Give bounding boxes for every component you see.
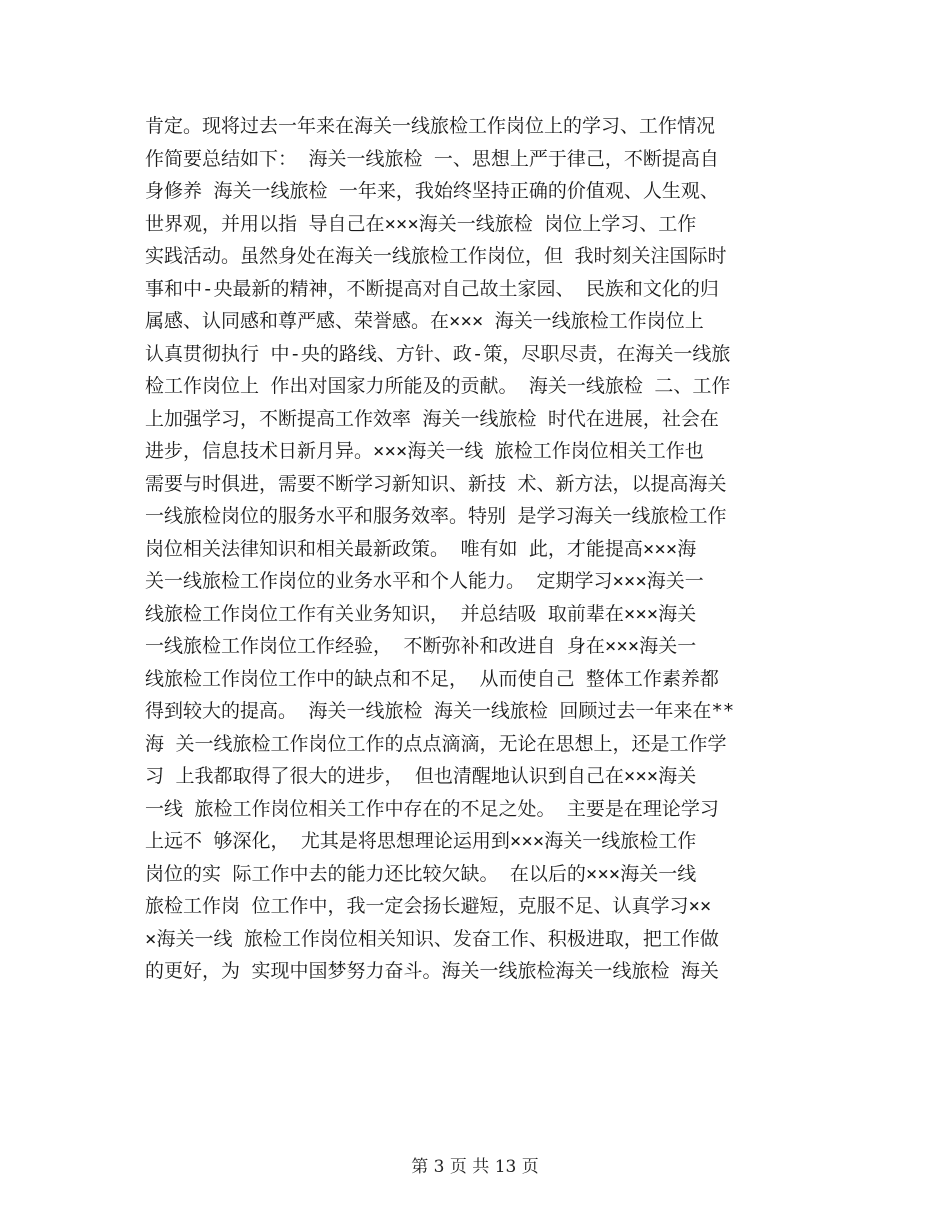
text-line: 岗位相关法律知识和相关最新政策。 唯有如 此，才能提高×××海 bbox=[145, 537, 697, 560]
text-line: 肯定。现将过去一年来在海关一线旅检工作岗位上的学习、工作情况 bbox=[145, 115, 716, 137]
text-line: 身修养 海关一线旅检 一年来，我始终坚持正确的价值观、人生观、 bbox=[145, 180, 719, 202]
text-line: 检工作岗位上 作出对国家力所能及的贡献。 海关一线旅检 二、工作 bbox=[145, 375, 731, 397]
text-line: 世界观，并用以指 导自己在×××海关一线旅检 岗位上学习、工作 bbox=[145, 212, 697, 235]
body-text bbox=[145, 110, 815, 988]
text-line: 的更好，为 实现中国梦努力奋斗。海关一线旅检海关一线旅检 海关 bbox=[145, 960, 719, 982]
text-line: 作简要总结如下： 海关一线旅检 一、思想上严于律己，不断提高自 bbox=[145, 147, 719, 170]
text-line: 线旅检工作岗位工作有关业务知识， 并总结吸 取前辈在×××海关 bbox=[145, 602, 697, 625]
text-line: 一线旅检岗位的服务水平和服务效率。特别 是学习海关一线旅检工作 bbox=[145, 505, 727, 527]
text-line: 需要与时俱进，需要不断学习新知识、新技 术、新方法，以提高海关 bbox=[145, 472, 727, 495]
text-line: 属感、认同感和尊严感、荣誉感。在××× 海关一线旅检工作岗位上 bbox=[145, 310, 704, 332]
text-line: 上远不 够深化， 尤其是将思想理论运用到×××海关一线旅检工作 bbox=[145, 830, 697, 852]
text-line: 认真贯彻执行 中-央的路线、方针、政-策，尽职尽责，在海关一线旅 bbox=[145, 342, 731, 365]
page-number-footer: 第 3 页 共 13 页 bbox=[411, 1157, 539, 1177]
text-line: 线旅检工作岗位工作中的缺点和不足， 从而使自己 整体工作素养都 bbox=[145, 667, 719, 690]
text-line: 海 关一线旅检工作岗位工作的点点滴滴，无论在思想上，还是工作学 bbox=[145, 732, 727, 755]
text-line: 关一线旅检工作岗位的业务水平和个人能力。 定期学习×××海关一 bbox=[145, 570, 704, 592]
text-line: ×海关一线 旅检工作岗位相关知识、发奋工作、积极进取，把工作做 bbox=[145, 927, 719, 950]
text-line: 一线 旅检工作岗位相关工作中存在的不足之处。 主要是在理论学习 bbox=[145, 797, 719, 820]
text-line: 一线旅检工作岗位工作经验， 不断弥补和改进自 身在×××海关一 bbox=[145, 635, 697, 657]
text-line: 旅检工作岗 位工作中，我一定会扬长避短，克服不足、认真学习×× bbox=[145, 895, 712, 917]
text-line: 实践活动。虽然身处在海关一线旅检工作岗位，但 我时刻关注国际时 bbox=[145, 245, 727, 267]
text-line: 进步，信息技术日新月异。×××海关一线 旅检工作岗位相关工作也 bbox=[145, 440, 704, 462]
text-line: 得到较大的提高。 海关一线旅检 海关一线旅检 回顾过去一年来在** bbox=[145, 700, 735, 722]
text-line: 习 上我都取得了很大的进步， 但也清醒地认识到自己在×××海关 bbox=[145, 765, 697, 787]
text-line: 岗位的实 际工作中去的能力还比较欠缺。 在以后的×××海关一线 bbox=[145, 862, 697, 885]
text-line: 事和中-央最新的精神，不断提高对自己故土家园、 民族和文化的归 bbox=[145, 277, 719, 300]
text-line: 上加强学习，不断提高工作效率 海关一线旅检 时代在进展，社会在 bbox=[145, 407, 719, 430]
